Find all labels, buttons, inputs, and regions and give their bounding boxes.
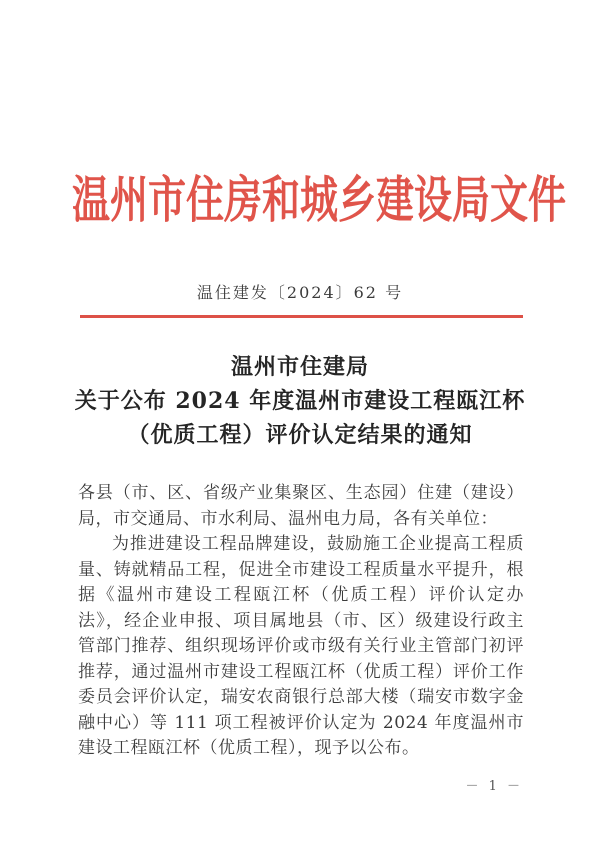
notice-title-line3: （优质工程）评价认定结果的通知 [127,422,473,448]
salutation-paragraph: 各县（市、区、省级产业集聚区、生态园）住建（建设）局，市交通局、市水利局、温州电力局，各有关单位： [78,483,524,529]
notice-title-line2: 关于公布 2024 年度温州市建设工程瓯江杯 [74,388,526,414]
document-number: 温住建发〔2024〕62 号 [196,283,404,302]
notice-body [78,481,524,762]
agency-masthead: 温州市住房和城乡建设局文件 [72,170,566,229]
red-divider-line [80,315,523,318]
notice-title-line1: 温州市住建局 [230,354,369,380]
main-paragraph: 为推进建设工程品牌建设，鼓励施工企业提高工程质量、铸就精品工程，促进全市建设工程质量水平提升，根据《温州市建设工程瓯江杯（优质工程）评价认定办法》，经企业申报、项目属地县（市、区）级建设行政主管部门推荐、组织现场评价或市级有关行业主管部门初评推荐，通过温州市建设工程瓯江杯（优质工程）评价工作委员会评价认定，瑞安农商银行总部大楼（瑞安市数字金融中心）等 111 项工程被评价认定为 2024 年度温州市建设工程瓯江杯（优质工程），现予以公布。 [78,534,524,758]
page-number: － 1 － [465,779,523,794]
notice-title [40,350,560,452]
